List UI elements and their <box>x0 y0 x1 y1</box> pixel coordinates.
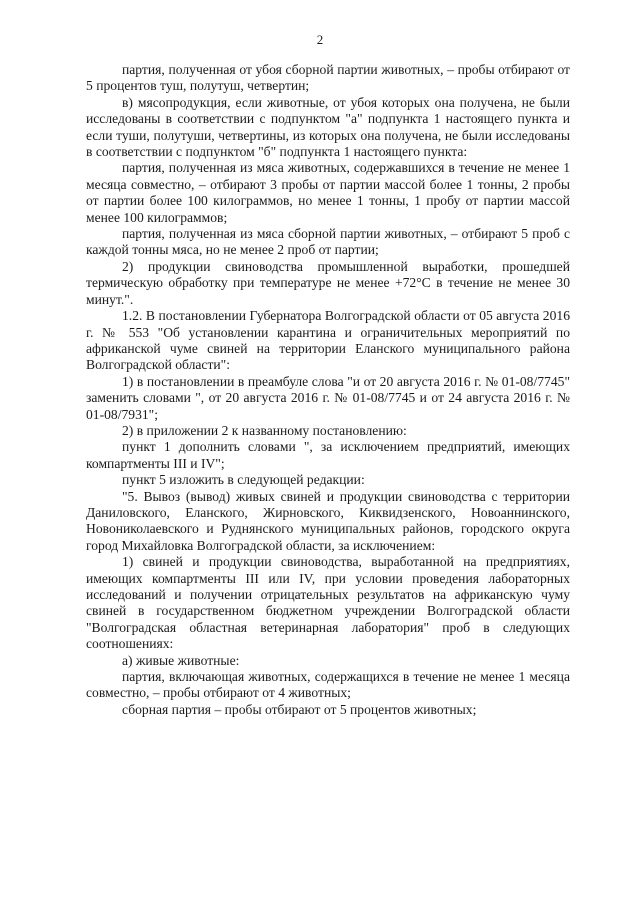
paragraph-compartment-exception: 1) свиней и продукции свиноводства, выработанной на предприятиях, имеющих компартменты III или IV, при условии проведения лабораторных исследований и получении отрицательных результатов на африканскую чуму свиней в государственном бюджетном учреждении Волгоградской области "Волгоградская областная ветеринарная лаборатория" проб в следующих соотношениях: <box>86 554 570 652</box>
paragraph-item-5-text: "5. Вывоз (вывод) живых свиней и продукции свиноводства с территории Даниловского, Еланского, Жирновского, Киквидзенского, Новоаннинского, Новониколаевского и Руднянского муниципальных районов, городского округа город Михайловка Волгоградской области, за исключением: <box>86 488 570 553</box>
paragraph-carcass-sampling: партия, полученная от убоя сборной партии животных, – пробы отбирают от 5 процентов туш, полутуш, четвертин; <box>86 62 570 94</box>
paragraph-section-1-2: 1.2. В постановлении Губернатора Волгоградской области от 05 августа 2016 г. № 553 "Об установлении карантина и ограничительных мероприятий по африканской чуме свиней на территории Еланского муниципального района Волгоградской области": <box>86 308 570 373</box>
paragraph-live-batch: партия, включающая животных, содержащихся в течение не менее 1 месяца совместно, – пробы отбирают от 4 животных; <box>86 669 570 701</box>
page-number: 2 <box>316 32 324 47</box>
paragraph-live-animals: а) живые животные: <box>122 652 240 668</box>
paragraph-appendix-2: 2) в приложении 2 к названному постановлению: <box>122 422 407 438</box>
paragraph-meat-products: в) мясопродукция, если животные, от убоя которых она получена, не были исследованы в соответствии с подпунктом "а" подпункта 1 настоящего пункта и если туши, полутуши, четвертины, из которых она получена, не были исследованы в соответствии с подпунктом "б" подпункта 1 настоящего пункта: <box>86 94 570 160</box>
paragraph-preamble-change: 1) в постановлении в преамбуле слова "и от 20 августа 2016 г. № 01-08/7745" заменить словами ", от 20 августа 2016 г. № 01-08/7745 и от 24 августа 2016 г. № 01-08/7931"; <box>86 373 570 422</box>
paragraph-batch-joint-keeping: партия, полученная из мяса животных, содержавшихся в течение не менее 1 месяца совместно, – отбирают 3 пробы от партии массой более 1 тонны, 2 пробы от партии более 100 килограммов, но менее 1 тонны, 1 пробу от партии массой менее 100 килограммов; <box>86 160 570 225</box>
paragraph-industrial-products: 2) продукции свиноводства промышленной выработки, прошедшей термическую обработку при температуре не менее +72°С в течение не менее 30 минут.". <box>86 258 570 307</box>
paragraph-item-1-addition: пункт 1 дополнить словами ", за исключением предприятий, имеющих компартменты III и IV"; <box>86 439 570 471</box>
paragraph-item-5-intro: пункт 5 изложить в следующей редакции: <box>122 472 365 488</box>
paragraph-combined-batch: сборная партия – пробы отбирают от 5 процентов животных; <box>122 701 477 717</box>
paragraph-batch-combined: партия, полученная из мяса сборной партии животных, – отбирают 5 проб с каждой тонны мяса, но не менее 2 проб от партии; <box>86 226 570 258</box>
document-body <box>86 62 570 718</box>
